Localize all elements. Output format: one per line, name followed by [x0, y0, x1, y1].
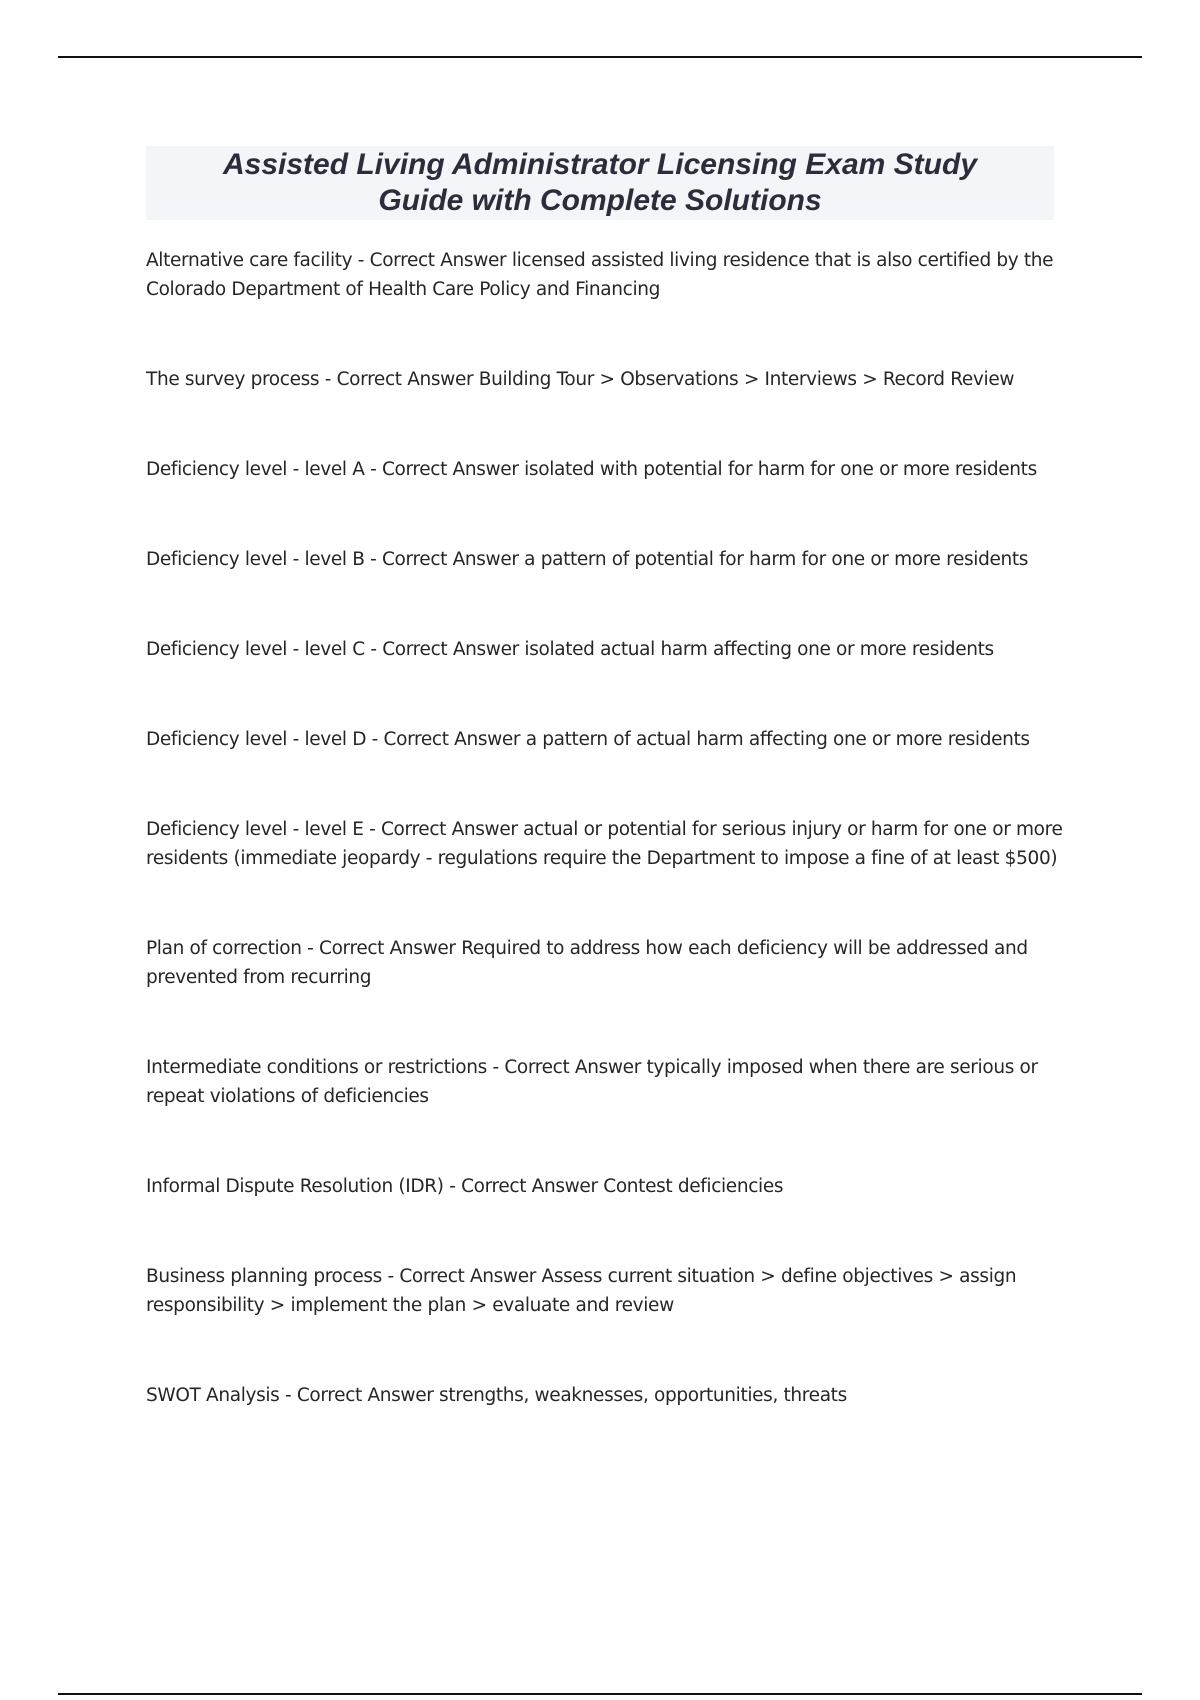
qa-entry: Deficiency level - level B - Correct Answer a pattern of potential for harm for one or more residents — [146, 549, 1029, 570]
entry-term: Intermediate conditions or restrictions — [146, 1057, 487, 1078]
qa-entry: Alternative care facility - Correct Answer licensed assisted living residence that is also certified by the Colorado Department of Health Care Policy and Financing — [146, 250, 1054, 300]
entry-answer-label: Correct Answer — [383, 729, 521, 750]
entry-answer: typically imposed when there are serious or repeat violations of deficiencies — [146, 1057, 1038, 1107]
entry-answer: Assess current situation > define objectives > assign responsibility > implement the plan > evaluate and review — [146, 1266, 1017, 1316]
entry-answer-label: Correct Answer — [382, 639, 519, 660]
entry-term: Deficiency level - level E — [146, 819, 364, 840]
entry-answer: Contest deficiencies — [603, 1176, 784, 1197]
entry-term: Alternative care facility — [146, 250, 353, 271]
entry-term: Deficiency level - level B — [146, 549, 365, 570]
qa-entry: Deficiency level - level E - Correct Answer actual or potential for serious injury or harm for one or more residents (immediate jeopardy - regulations require the Department to impose a fine of at least $500) — [146, 819, 1063, 869]
entry-answer-label: Correct Answer — [336, 369, 474, 390]
entry-term: Plan of correction — [146, 938, 302, 959]
entry-answer: licensed assisted living residence that is also certified by the Colorado Department of Health Care Policy and Financing — [146, 250, 1054, 300]
entry-answer: a pattern of actual harm affecting one or more residents — [525, 729, 1030, 750]
footer-rule — [58, 1693, 1142, 1695]
entry-answer: Required to address how each deficiency will be addressed and prevented from recurring — [146, 938, 1028, 988]
qa-entry: Deficiency level - level D - Correct Answer a pattern of actual harm affecting one or more residents — [146, 729, 1030, 750]
entry-answer-label: Correct Answer — [380, 819, 518, 840]
entry-answer-label: Correct Answer — [504, 1057, 641, 1078]
entry-answer-label: Correct Answer — [461, 1176, 598, 1197]
entry-term: Informal Dispute Resolution (IDR) — [146, 1176, 444, 1197]
header-rule — [58, 56, 1142, 58]
entry-answer: a pattern of potential for harm for one or more residents — [524, 549, 1029, 570]
entry-term: Business planning process — [146, 1266, 382, 1287]
qa-entry: Plan of correction - Correct Answer Required to address how each deficiency will be addressed and prevented from recurring — [146, 938, 1028, 988]
entry-answer: isolated actual harm affecting one or more residents — [524, 639, 994, 660]
title-line-2: Guide with Complete Solutions — [378, 184, 822, 217]
entry-answer: isolated with potential for harm for one or more residents — [524, 459, 1037, 480]
document-title — [146, 146, 1054, 220]
entry-answer-label: Correct Answer — [399, 1266, 537, 1287]
qa-entry: Intermediate conditions or restrictions - Correct Answer typically imposed when there are serious or repeat violations of deficiencies — [146, 1057, 1038, 1107]
entry-answer: actual or potential for serious injury or harm for one or more residents (immediate jeopardy - regulations require the Department to impose a fine of at least $500) — [146, 819, 1063, 869]
entry-term: The survey process — [146, 369, 320, 390]
qa-entry: Deficiency level - level A - Correct Answer isolated with potential for harm for one or more residents — [146, 459, 1037, 480]
entry-answer: Building Tour > Observations > Interviews > Record Review — [478, 369, 1015, 390]
entry-answer-label: Correct Answer — [369, 250, 507, 271]
qa-entry: SWOT Analysis - Correct Answer strengths, weaknesses, opportunities, threats — [146, 1385, 847, 1406]
qa-entry: The survey process - Correct Answer Building Tour > Observations > Interviews > Record Review — [146, 369, 1015, 390]
entry-answer-label: Correct Answer — [296, 1385, 434, 1406]
title-line-1: Assisted Living Administrator Licensing Exam Study — [222, 148, 978, 181]
qa-entry: Deficiency level - level C - Correct Answer isolated actual harm affecting one or more residents — [146, 639, 994, 660]
entry-answer-label: Correct Answer — [319, 938, 456, 959]
entry-answer-label: Correct Answer — [381, 459, 519, 480]
entry-term: Deficiency level - level D — [146, 729, 367, 750]
qa-list — [146, 246, 1066, 1410]
entry-answer: strengths, weaknesses, opportunities, threats — [439, 1385, 847, 1406]
entry-term: Deficiency level - level C — [146, 639, 365, 660]
entry-answer-label: Correct Answer — [381, 549, 519, 570]
qa-entry: Informal Dispute Resolution (IDR) - Correct Answer Contest deficiencies — [146, 1176, 784, 1197]
qa-entry: Business planning process - Correct Answer Assess current situation > define objectives > assign responsibility > implement the plan > evaluate and review — [146, 1266, 1017, 1316]
entry-term: SWOT Analysis — [146, 1385, 280, 1406]
entry-term: Deficiency level - level A — [146, 459, 365, 480]
